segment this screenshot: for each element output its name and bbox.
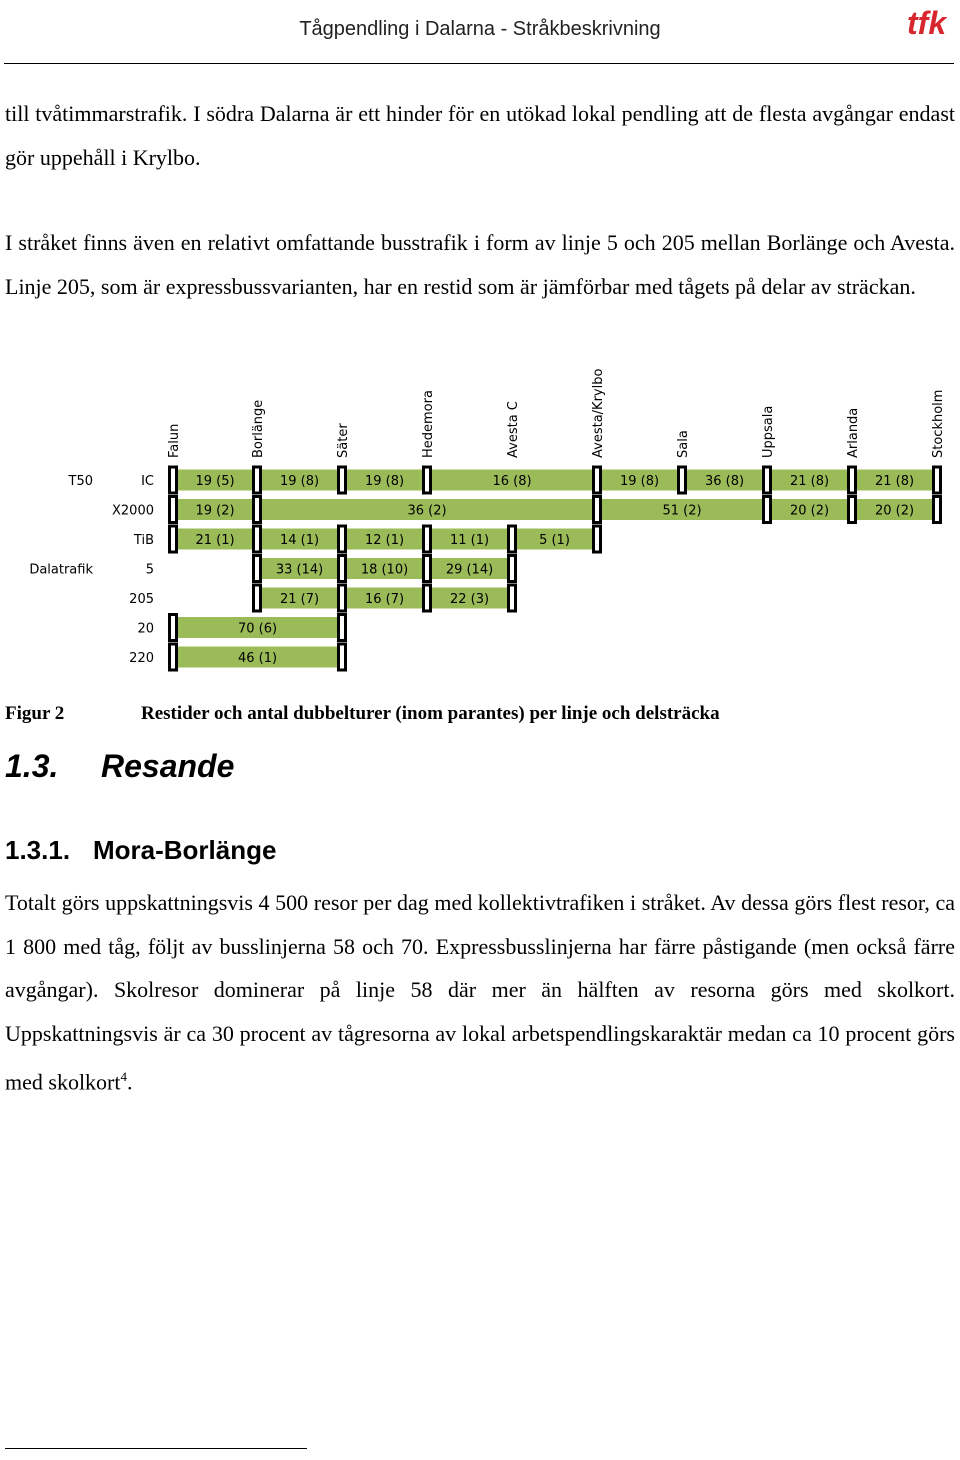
line-label: TiB [133, 533, 154, 548]
footnote-ref: 4 [120, 1069, 127, 1084]
station-label: Uppsala [761, 405, 776, 458]
station-stop-marker [509, 556, 516, 582]
station-stop-marker [339, 556, 346, 582]
segment-label: 11 (1) [449, 533, 490, 548]
station-stop-marker [594, 526, 601, 552]
station-stop-marker [594, 467, 601, 493]
station-label: Stockholm [931, 389, 946, 458]
station-stop-marker [934, 467, 941, 493]
figure-label: Figur 2 [5, 703, 65, 724]
station-stop-marker [339, 644, 346, 670]
station-stop-marker [339, 615, 346, 641]
station-label: Säter [336, 423, 351, 458]
segment-label: 29 (14) [445, 562, 494, 578]
station-stop-marker [254, 526, 261, 552]
station-stop-marker [254, 467, 261, 493]
operator-label: Dalatrafik [29, 562, 93, 578]
travel-time-chart [0, 350, 960, 690]
paragraph-1: till tvåtimmarstrafik. I södra Dalarna är ett hinder för en utökad lokal pendling att de flesta avgångar endast gör uppehåll i Krylbo. [5, 101, 955, 170]
segment-label: 20 (2) [789, 503, 830, 519]
operator-label: T50 [68, 474, 93, 489]
svg-text:tfk: tfk [907, 5, 947, 40]
line-label: 220 [129, 651, 154, 666]
segment-label: 51 (2) [662, 503, 702, 519]
station-stop-marker [509, 585, 516, 611]
station-stop-marker [424, 467, 431, 493]
segment-label: 16 (7) [364, 592, 405, 607]
line-label: 20 [137, 621, 154, 637]
segment-label: 19 (2) [195, 503, 235, 519]
station-stop-marker [509, 526, 516, 552]
station-stop-marker [849, 497, 856, 523]
paragraph-3 [5, 881, 955, 1104]
station-stop-marker [170, 644, 177, 670]
station-stop-marker [849, 467, 856, 493]
station-label: Falun [167, 423, 182, 458]
segment-label: 36 (2) [407, 503, 447, 519]
segment-label: 22 (3) [449, 592, 490, 607]
station-stop-marker [339, 585, 346, 611]
segment-label: 20 (2) [874, 503, 915, 519]
station-stop-marker [170, 467, 177, 493]
segment-label: 46 (1) [237, 651, 278, 666]
paragraph-3-end: . [127, 1069, 133, 1095]
station-stop-marker [254, 556, 261, 582]
section-number: 1.3. [5, 748, 59, 784]
station-stop-marker [764, 497, 771, 523]
segment-label: 33 (14) [275, 562, 324, 578]
station-stop-marker [424, 526, 431, 552]
station-label: Borlänge [251, 399, 266, 458]
station-stop-marker [170, 615, 177, 641]
station-label: Hedemora [421, 390, 436, 458]
station-stop-marker [764, 467, 771, 493]
segment-label: 5 (1) [539, 533, 570, 548]
subsection-heading [5, 835, 276, 866]
segment-label: 19 (8) [364, 474, 405, 489]
footnote-rule [5, 1448, 307, 1449]
segment-label: 21 (8) [874, 474, 915, 489]
station-label: Sala [676, 430, 691, 458]
station-stop-marker [934, 497, 941, 523]
header-rule [4, 63, 954, 64]
tfk-logo [905, 4, 957, 40]
paragraph-2: I stråket finns även en relativt omfattande busstrafik i form av linje 5 och 205 mellan Borlänge och Avesta. Linje 205, som är expressbussvarianten, har en restid som är jämförbar med tågets på delar av sträckan. [5, 230, 955, 299]
segment-label: 12 (1) [364, 533, 405, 548]
station-label: Arlanda [846, 407, 861, 458]
segment-label: 19 (8) [279, 474, 320, 489]
segment-label: 16 (8) [492, 474, 532, 489]
station-stop-marker [339, 467, 346, 493]
segment-label: 19 (5) [195, 474, 235, 489]
station-stop-marker [679, 467, 686, 493]
segment-label: 36 (8) [704, 474, 745, 489]
station-stop-marker [170, 526, 177, 552]
line-label: 5 [145, 562, 154, 578]
station-stop-marker [170, 497, 177, 523]
station-stop-marker [254, 497, 261, 523]
subsection-number: 1.3.1. [5, 835, 71, 865]
line-label: IC [141, 474, 154, 489]
segment-label: 19 (8) [619, 474, 660, 489]
station-stop-marker [424, 585, 431, 611]
segment-label: 21 (7) [279, 592, 320, 607]
segment-label: 70 (6) [237, 621, 278, 637]
section-title: Resande [101, 748, 235, 784]
running-header-title: Tågpendling i Dalarna - Stråkbeskrivning [299, 18, 661, 40]
segment-label: 21 (8) [789, 474, 830, 489]
segment-label: 14 (1) [279, 533, 320, 548]
station-stop-marker [339, 526, 346, 552]
segment-label: 21 (1) [195, 533, 235, 548]
station-stop-marker [254, 585, 261, 611]
paragraph-3-text: Totalt görs uppskattningsvis 4 500 resor per dag med kollektivtrafiken i stråket. Av dessa görs flest resor, ca 1 800 med tåg, följt av busslinjerna 58 och 70. Expressbusslinjerna har färre påstigande (men också färre avgångar). Skolresor dominerar på linje 58 där mer än hälften av resorna görs med skolkort. Uppskattningsvis är ca 30 procent av tågresorna av lokal arbetspendlingskaraktär medan ca 10 procent görs med skolkort [5, 890, 955, 1095]
station-stop-marker [424, 556, 431, 582]
station-stop-marker [594, 497, 601, 523]
segment-label: 18 (10) [360, 562, 409, 578]
subsection-title: Mora-Borlänge [93, 835, 277, 865]
line-label: 205 [129, 592, 154, 607]
section-heading [5, 748, 234, 785]
figure-caption: Restider och antal dubbelturer (inom parantes) per linje och delsträcka [141, 703, 720, 724]
line-label: X2000 [112, 503, 154, 519]
station-label: Avesta/Krylbo [591, 368, 606, 458]
station-label: Avesta C [506, 401, 521, 458]
